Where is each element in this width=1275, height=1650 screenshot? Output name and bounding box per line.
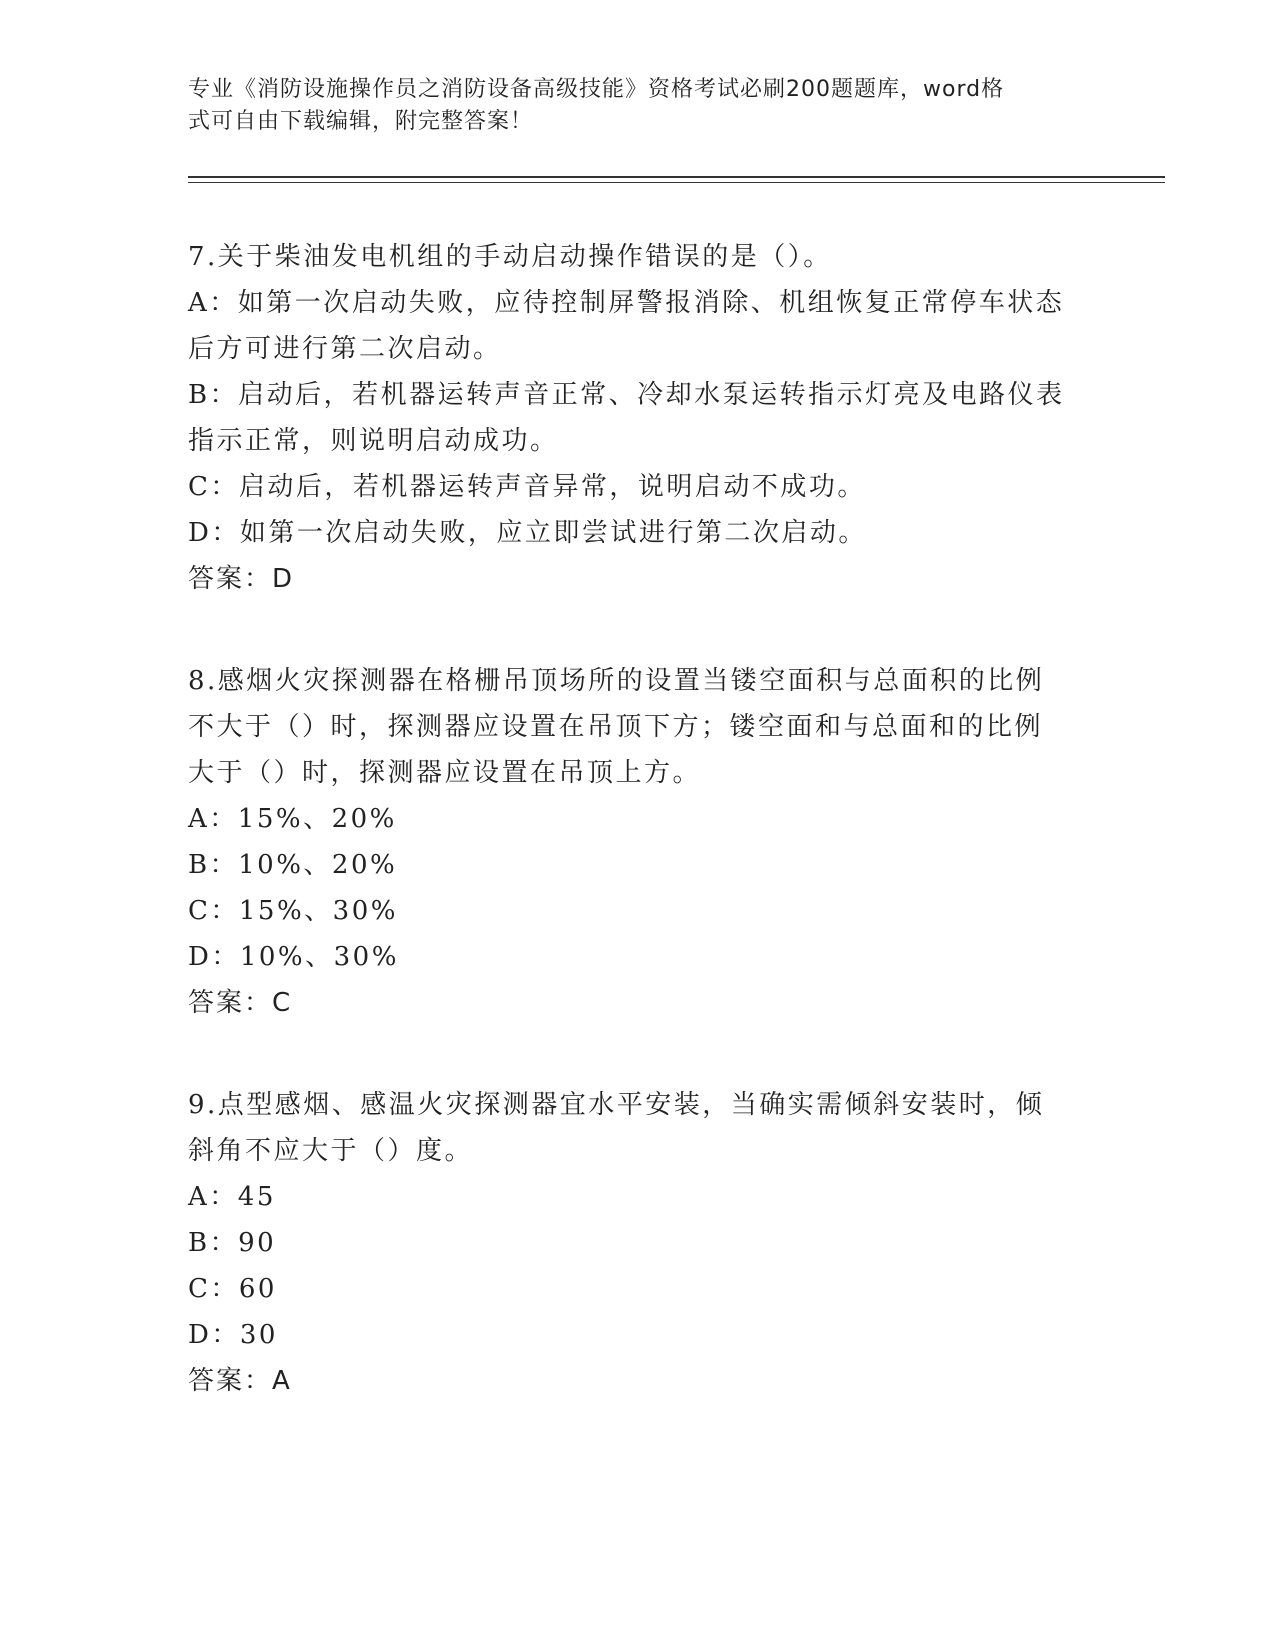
option-b: B：90 — [188, 1228, 277, 1258]
option-d: D：如第一次启动失败，应立即尝试进行第二次启动。 — [188, 518, 867, 548]
header-divider-thin — [188, 182, 1165, 183]
header-title-line-1: 专业《消防设施操作员之消防设备高级技能》资格考试必刷200题题库，word格 — [188, 77, 1005, 102]
answer-line: 答案：C — [188, 988, 293, 1018]
option-b: B：10%、20% — [188, 850, 398, 880]
option-d: D：30 — [188, 1320, 278, 1350]
option-a: A：15%、20% — [188, 804, 397, 834]
header-title-line-2: 式可自由下载编辑，附完整答案！ — [188, 109, 534, 134]
question-stem-continued: 斜角不应大于（）度。 — [188, 1136, 474, 1166]
option-b-continued: 指示正常，则说明启动成功。 — [188, 426, 559, 456]
question-stem-continued: 大于（）时，探测器应设置在吊顶上方。 — [188, 758, 702, 788]
answer-line: 答案：A — [188, 1366, 292, 1396]
header-divider-thick — [188, 176, 1165, 178]
question-7 — [188, 234, 1088, 602]
answer-line: 答案：D — [188, 564, 295, 594]
option-c: C：启动后，若机器运转声音异常，说明启动不成功。 — [188, 472, 866, 502]
document-header — [188, 74, 1068, 138]
option-c: C：15%、30% — [188, 896, 398, 926]
question-stem: 8.感烟火灾探测器在格栅吊顶场所的设置当镂空面积与总面积的比例 — [188, 666, 1045, 696]
question-stem: 7.关于柴油发电机组的手动启动操作错误的是（）。 — [188, 242, 832, 272]
option-c: C：60 — [188, 1274, 277, 1304]
question-8 — [188, 658, 1088, 1026]
option-a: A：45 — [188, 1182, 276, 1212]
option-a: A：如第一次启动失败，应待控制屏警报消除、机组恢复正常停车状态 — [188, 288, 1065, 318]
option-d: D：10%、30% — [188, 942, 399, 972]
option-a-continued: 后方可进行第二次启动。 — [188, 334, 502, 364]
question-9 — [188, 1082, 1088, 1404]
option-b: B：启动后，若机器运转声音正常、冷却水泵运转指示灯亮及电路仪表 — [188, 380, 1065, 410]
question-stem-continued: 不大于（）时，探测器应设置在吊顶下方；镂空面和与总面和的比例 — [188, 712, 1044, 742]
question-list — [188, 234, 1088, 1460]
question-stem: 9.点型感烟、感温火灾探测器宜水平安装，当确实需倾斜安装时，倾 — [188, 1090, 1045, 1120]
